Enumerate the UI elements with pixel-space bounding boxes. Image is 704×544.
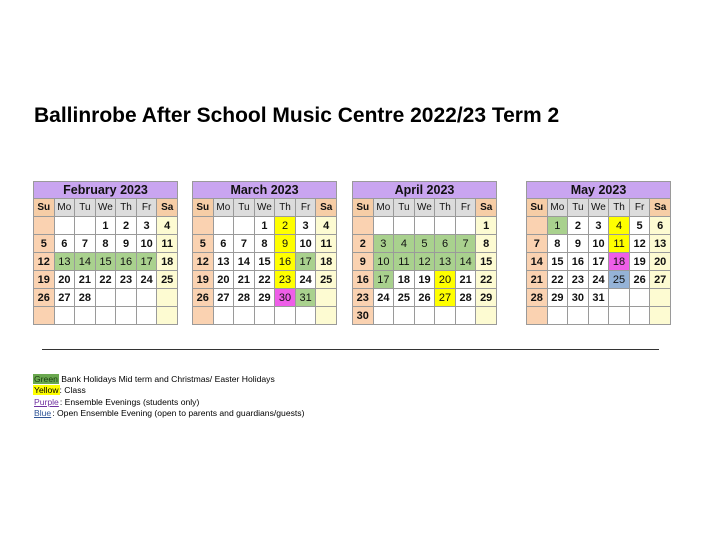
empty-cell bbox=[476, 307, 497, 325]
legend-purple bbox=[33, 397, 304, 408]
day-cell: 24 bbox=[588, 271, 609, 289]
legend-blue bbox=[33, 408, 304, 419]
day-cell: 21 bbox=[75, 271, 96, 289]
page-title: Ballinrobe After School Music Centre 2022/23 Term 2 bbox=[34, 104, 560, 127]
legend-purple-text: : Ensemble Evenings (students only) bbox=[59, 396, 200, 407]
day-cell: 22 bbox=[547, 271, 568, 289]
day-cell: 20 bbox=[435, 271, 456, 289]
empty-cell bbox=[435, 217, 456, 235]
empty-cell bbox=[95, 289, 116, 307]
legend-yellow-text: : Class bbox=[59, 385, 86, 396]
weekday-header: We bbox=[588, 199, 609, 217]
day-cell: 11 bbox=[609, 235, 630, 253]
day-cell: 7 bbox=[75, 235, 96, 253]
day-cell: 19 bbox=[34, 271, 55, 289]
empty-cell bbox=[54, 307, 75, 325]
day-cell: 18 bbox=[609, 253, 630, 271]
day-cell: 29 bbox=[476, 289, 497, 307]
day-cell: 31 bbox=[295, 289, 316, 307]
legend-purple-key: Purple bbox=[34, 396, 59, 407]
day-cell: 19 bbox=[629, 253, 650, 271]
empty-cell bbox=[116, 289, 137, 307]
empty-cell bbox=[193, 307, 214, 325]
divider bbox=[42, 349, 659, 350]
day-cell: 27 bbox=[213, 289, 234, 307]
day-cell: 27 bbox=[54, 289, 75, 307]
day-cell: 2 bbox=[353, 235, 374, 253]
day-cell: 15 bbox=[547, 253, 568, 271]
weekday-header: Mo bbox=[547, 199, 568, 217]
empty-cell bbox=[527, 217, 548, 235]
empty-cell bbox=[316, 307, 337, 325]
day-cell: 28 bbox=[234, 289, 255, 307]
day-cell: 3 bbox=[295, 217, 316, 235]
day-cell: 12 bbox=[193, 253, 214, 271]
day-cell: 8 bbox=[254, 235, 275, 253]
weekday-header: Fr bbox=[629, 199, 650, 217]
empty-cell bbox=[394, 307, 415, 325]
weekday-header: Mo bbox=[54, 199, 75, 217]
day-cell: 13 bbox=[54, 253, 75, 271]
empty-cell bbox=[455, 307, 476, 325]
day-cell: 20 bbox=[54, 271, 75, 289]
empty-cell bbox=[629, 307, 650, 325]
day-cell: 9 bbox=[116, 235, 137, 253]
empty-cell bbox=[193, 217, 214, 235]
day-cell: 21 bbox=[455, 271, 476, 289]
day-cell: 22 bbox=[476, 271, 497, 289]
day-cell: 25 bbox=[316, 271, 337, 289]
empty-cell bbox=[136, 289, 157, 307]
day-cell: 20 bbox=[650, 253, 671, 271]
legend-blue-key: Blue bbox=[34, 408, 52, 419]
empty-cell bbox=[136, 307, 157, 325]
day-cell: 6 bbox=[54, 235, 75, 253]
weekday-header: Su bbox=[34, 199, 55, 217]
day-cell: 4 bbox=[316, 217, 337, 235]
empty-cell bbox=[609, 307, 630, 325]
empty-cell bbox=[157, 289, 178, 307]
day-cell: 26 bbox=[414, 289, 435, 307]
day-cell: 13 bbox=[213, 253, 234, 271]
day-cell: 25 bbox=[609, 271, 630, 289]
empty-cell bbox=[414, 307, 435, 325]
weekday-header: Su bbox=[193, 199, 214, 217]
day-cell: 10 bbox=[136, 235, 157, 253]
empty-cell bbox=[34, 307, 55, 325]
day-cell: 29 bbox=[547, 289, 568, 307]
empty-cell bbox=[234, 307, 255, 325]
weekday-header: We bbox=[414, 199, 435, 217]
weekday-header: Tu bbox=[234, 199, 255, 217]
day-cell: 21 bbox=[234, 271, 255, 289]
empty-cell bbox=[275, 307, 296, 325]
day-cell: 9 bbox=[353, 253, 374, 271]
empty-cell bbox=[353, 217, 374, 235]
legend-green-key: Green bbox=[34, 374, 58, 384]
day-cell: 25 bbox=[157, 271, 178, 289]
weekday-header: Su bbox=[527, 199, 548, 217]
empty-cell bbox=[95, 307, 116, 325]
legend-green bbox=[33, 374, 304, 385]
weekday-header: Th bbox=[435, 199, 456, 217]
empty-cell bbox=[650, 307, 671, 325]
weekday-header: Sa bbox=[157, 199, 178, 217]
day-cell: 22 bbox=[95, 271, 116, 289]
calendar-march bbox=[192, 181, 337, 325]
day-cell: 30 bbox=[275, 289, 296, 307]
day-cell: 10 bbox=[373, 253, 394, 271]
day-cell: 5 bbox=[193, 235, 214, 253]
weekday-header: Th bbox=[609, 199, 630, 217]
day-cell: 10 bbox=[588, 235, 609, 253]
weekday-header: Mo bbox=[213, 199, 234, 217]
empty-cell bbox=[254, 307, 275, 325]
day-cell: 10 bbox=[295, 235, 316, 253]
month-title: May 2023 bbox=[527, 182, 671, 199]
empty-cell bbox=[629, 289, 650, 307]
empty-cell bbox=[609, 289, 630, 307]
day-cell: 25 bbox=[394, 289, 415, 307]
day-cell: 17 bbox=[136, 253, 157, 271]
day-cell: 13 bbox=[650, 235, 671, 253]
day-cell: 4 bbox=[394, 235, 415, 253]
day-cell: 23 bbox=[116, 271, 137, 289]
day-cell: 14 bbox=[75, 253, 96, 271]
empty-cell bbox=[295, 307, 316, 325]
day-cell: 30 bbox=[353, 307, 374, 325]
day-cell: 22 bbox=[254, 271, 275, 289]
day-cell: 28 bbox=[455, 289, 476, 307]
weekday-header: Tu bbox=[75, 199, 96, 217]
day-cell: 12 bbox=[629, 235, 650, 253]
weekday-header: We bbox=[95, 199, 116, 217]
weekday-header: We bbox=[254, 199, 275, 217]
day-cell: 14 bbox=[527, 253, 548, 271]
day-cell: 16 bbox=[353, 271, 374, 289]
calendar-february bbox=[33, 181, 178, 325]
empty-cell bbox=[75, 307, 96, 325]
day-cell: 28 bbox=[527, 289, 548, 307]
empty-cell bbox=[568, 307, 589, 325]
day-cell: 11 bbox=[316, 235, 337, 253]
day-cell: 17 bbox=[588, 253, 609, 271]
weekday-header: Tu bbox=[568, 199, 589, 217]
day-cell: 26 bbox=[34, 289, 55, 307]
day-cell: 29 bbox=[254, 289, 275, 307]
empty-cell bbox=[650, 289, 671, 307]
empty-cell bbox=[54, 217, 75, 235]
day-cell: 1 bbox=[95, 217, 116, 235]
empty-cell bbox=[316, 289, 337, 307]
day-cell: 16 bbox=[116, 253, 137, 271]
day-cell: 23 bbox=[275, 271, 296, 289]
day-cell: 19 bbox=[193, 271, 214, 289]
day-cell: 3 bbox=[373, 235, 394, 253]
day-cell: 7 bbox=[455, 235, 476, 253]
day-cell: 5 bbox=[629, 217, 650, 235]
day-cell: 2 bbox=[116, 217, 137, 235]
month-title: March 2023 bbox=[193, 182, 337, 199]
day-cell: 14 bbox=[234, 253, 255, 271]
day-cell: 15 bbox=[254, 253, 275, 271]
empty-cell bbox=[455, 217, 476, 235]
day-cell: 15 bbox=[476, 253, 497, 271]
legend bbox=[33, 374, 304, 420]
day-cell: 24 bbox=[295, 271, 316, 289]
day-cell: 24 bbox=[373, 289, 394, 307]
day-cell: 1 bbox=[254, 217, 275, 235]
day-cell: 11 bbox=[394, 253, 415, 271]
empty-cell bbox=[394, 217, 415, 235]
day-cell: 11 bbox=[157, 235, 178, 253]
legend-yellow-key: Yellow bbox=[34, 385, 59, 396]
day-cell: 27 bbox=[650, 271, 671, 289]
weekday-header: Th bbox=[116, 199, 137, 217]
day-cell: 3 bbox=[588, 217, 609, 235]
calendar-april bbox=[352, 181, 497, 325]
day-cell: 6 bbox=[650, 217, 671, 235]
day-cell: 26 bbox=[629, 271, 650, 289]
month-title: February 2023 bbox=[34, 182, 178, 199]
weekday-header: Sa bbox=[650, 199, 671, 217]
empty-cell bbox=[213, 217, 234, 235]
day-cell: 9 bbox=[275, 235, 296, 253]
day-cell: 18 bbox=[316, 253, 337, 271]
day-cell: 13 bbox=[435, 253, 456, 271]
empty-cell bbox=[75, 217, 96, 235]
day-cell: 16 bbox=[275, 253, 296, 271]
day-cell: 30 bbox=[568, 289, 589, 307]
legend-green-text: Bank Holidays Mid term and Christmas/ Easter Holidays bbox=[58, 374, 275, 384]
empty-cell bbox=[435, 307, 456, 325]
day-cell: 28 bbox=[75, 289, 96, 307]
day-cell: 19 bbox=[414, 271, 435, 289]
legend-blue-text: : Open Ensemble Evening (open to parents and guardians/guests) bbox=[52, 408, 305, 419]
day-cell: 14 bbox=[455, 253, 476, 271]
day-cell: 2 bbox=[275, 217, 296, 235]
day-cell: 27 bbox=[435, 289, 456, 307]
day-cell: 4 bbox=[157, 217, 178, 235]
day-cell: 5 bbox=[34, 235, 55, 253]
day-cell: 4 bbox=[609, 217, 630, 235]
weekday-header: Tu bbox=[394, 199, 415, 217]
day-cell: 31 bbox=[588, 289, 609, 307]
day-cell: 7 bbox=[527, 235, 548, 253]
day-cell: 8 bbox=[547, 235, 568, 253]
day-cell: 21 bbox=[527, 271, 548, 289]
day-cell: 16 bbox=[568, 253, 589, 271]
day-cell: 9 bbox=[568, 235, 589, 253]
empty-cell bbox=[547, 307, 568, 325]
day-cell: 24 bbox=[136, 271, 157, 289]
empty-cell bbox=[588, 307, 609, 325]
calendar-may bbox=[526, 181, 671, 325]
empty-cell bbox=[116, 307, 137, 325]
day-cell: 26 bbox=[193, 289, 214, 307]
day-cell: 17 bbox=[373, 271, 394, 289]
empty-cell bbox=[34, 217, 55, 235]
weekday-header: Sa bbox=[476, 199, 497, 217]
empty-cell bbox=[414, 217, 435, 235]
weekday-header: Fr bbox=[136, 199, 157, 217]
empty-cell bbox=[213, 307, 234, 325]
day-cell: 2 bbox=[568, 217, 589, 235]
day-cell: 5 bbox=[414, 235, 435, 253]
day-cell: 6 bbox=[213, 235, 234, 253]
empty-cell bbox=[234, 217, 255, 235]
day-cell: 12 bbox=[414, 253, 435, 271]
empty-cell bbox=[373, 217, 394, 235]
empty-cell bbox=[157, 307, 178, 325]
day-cell: 23 bbox=[568, 271, 589, 289]
weekday-header: Fr bbox=[295, 199, 316, 217]
day-cell: 8 bbox=[476, 235, 497, 253]
day-cell: 12 bbox=[34, 253, 55, 271]
day-cell: 18 bbox=[157, 253, 178, 271]
day-cell: 15 bbox=[95, 253, 116, 271]
empty-cell bbox=[373, 307, 394, 325]
weekday-header: Su bbox=[353, 199, 374, 217]
weekday-header: Sa bbox=[316, 199, 337, 217]
day-cell: 6 bbox=[435, 235, 456, 253]
day-cell: 1 bbox=[547, 217, 568, 235]
day-cell: 8 bbox=[95, 235, 116, 253]
weekday-header: Mo bbox=[373, 199, 394, 217]
day-cell: 7 bbox=[234, 235, 255, 253]
weekday-header: Th bbox=[275, 199, 296, 217]
day-cell: 20 bbox=[213, 271, 234, 289]
weekday-header: Fr bbox=[455, 199, 476, 217]
legend-yellow bbox=[33, 385, 304, 396]
day-cell: 1 bbox=[476, 217, 497, 235]
day-cell: 3 bbox=[136, 217, 157, 235]
day-cell: 18 bbox=[394, 271, 415, 289]
day-cell: 23 bbox=[353, 289, 374, 307]
empty-cell bbox=[527, 307, 548, 325]
month-title: April 2023 bbox=[353, 182, 497, 199]
day-cell: 17 bbox=[295, 253, 316, 271]
